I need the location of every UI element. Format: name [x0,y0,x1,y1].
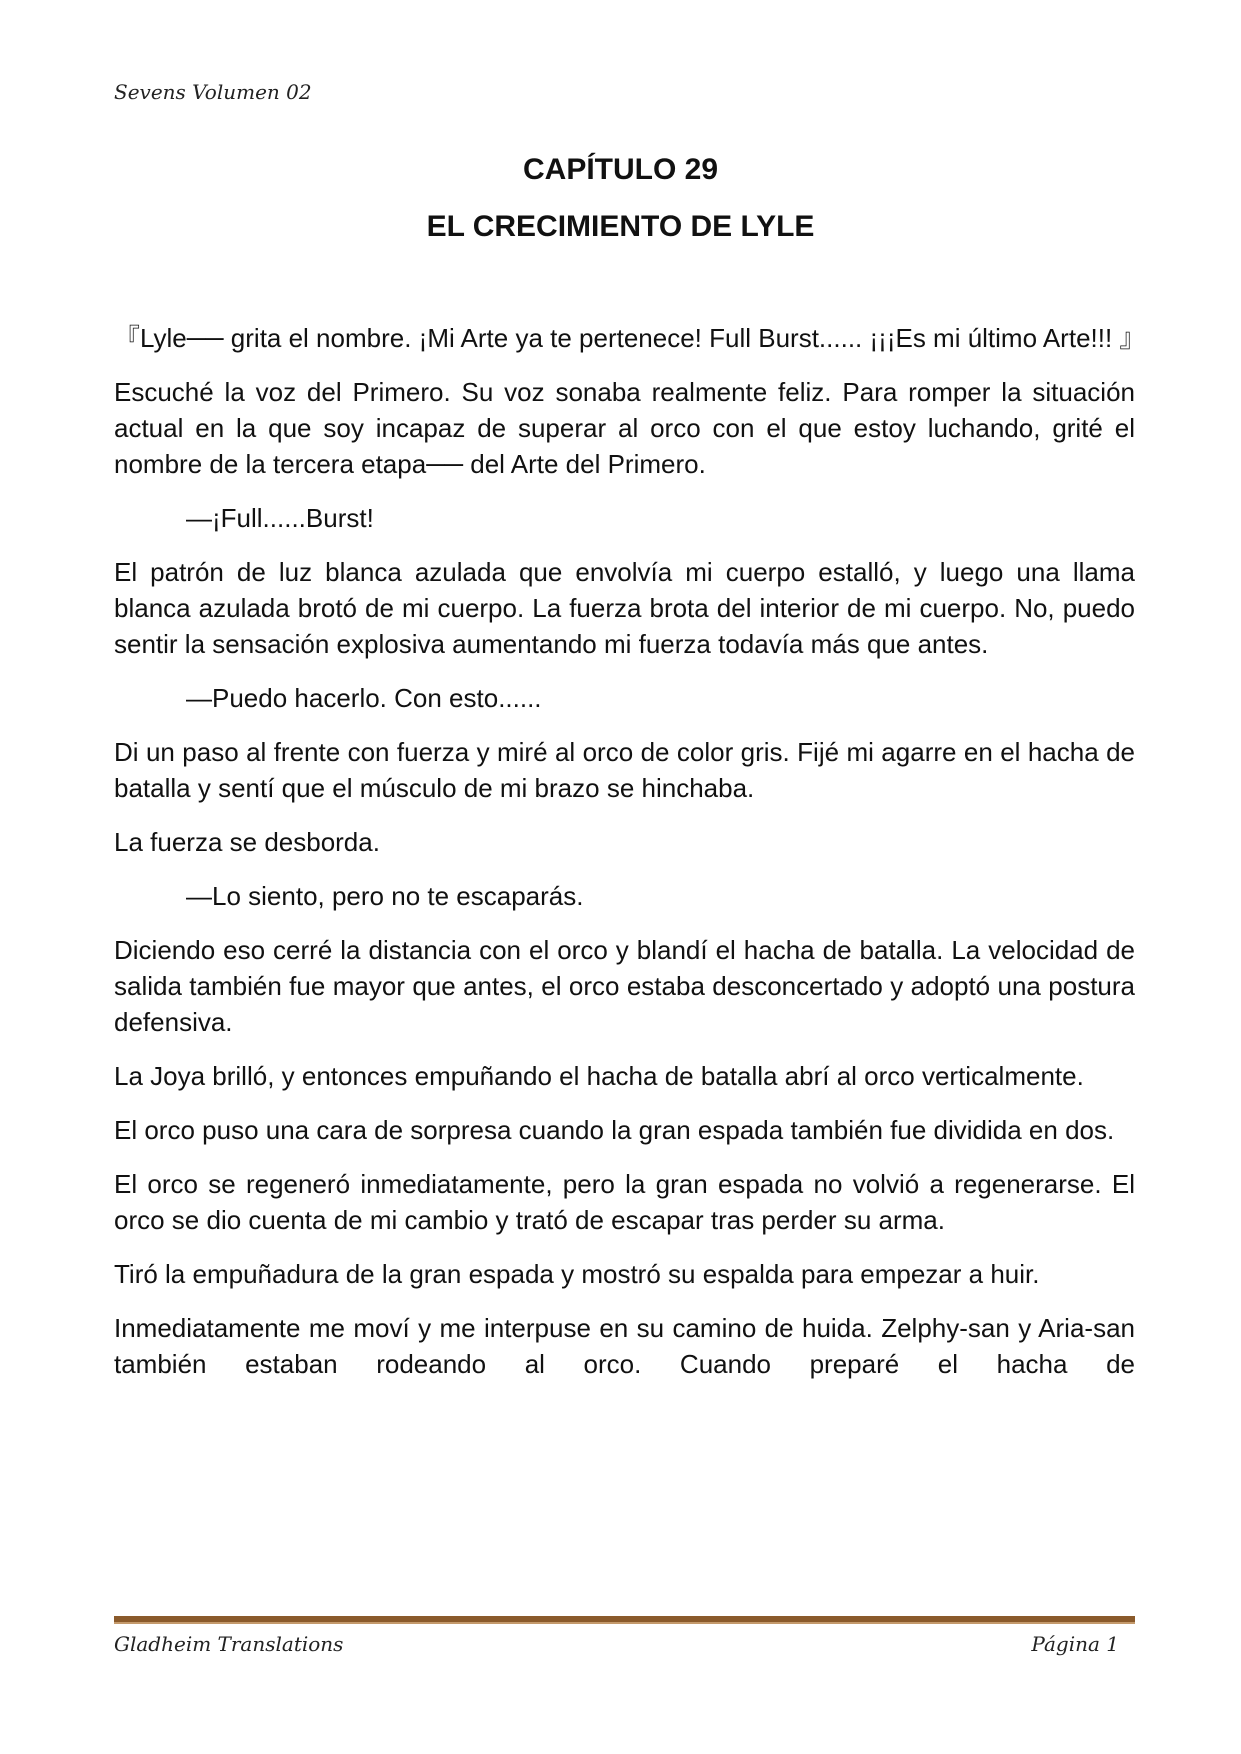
paragraph: La fuerza se desborda. [114,827,380,857]
running-header: Sevens Volumen 02 [114,80,312,104]
paragraph: El patrón de luz blanca azulada que envolvía mi cuerpo estalló, y luego una llama blanca azulada brotó de mi cuerpo. La fuerza brota del interior de mi cuerpo. No, puedo sentir la sensación explosiva aumentando mi fuerza todavía más que antes. [114,557,1135,659]
dialogue-line: —Puedo hacerlo. Con esto...... [186,683,542,713]
chapter-body [114,320,1146,1400]
paragraph: Escuché la voz del Primero. Su voz sonaba realmente feliz. Para romper la situación actual en la que soy incapaz de superar al orco con el que estoy luchando, grité el nombre de la tercera etapa── del Arte del Primero. [114,377,1135,479]
paragraph: Di un paso al frente con fuerza y miré al orco de color gris. Fijé mi agarre en el hacha de batalla y sentí que el músculo de mi brazo se hinchaba. [114,737,1135,803]
page-number: Página 1 [1031,1632,1119,1656]
paragraph: Diciendo eso cerré la distancia con el orco y blandí el hacha de batalla. La velocidad de salida también fue mayor que antes, el orco estaba desconcertado y adoptó una postura defensiva. [114,935,1135,1037]
dialogue-line: —¡Full......Burst! [186,503,374,533]
chapter-title: EL CRECIMIENTO DE LYLE [426,210,815,243]
paragraph: Tiró la empuñadura de la gran espada y mostró su espalda para empezar a huir. [114,1259,1040,1289]
paragraph: Inmediatamente me moví y me interpuse en su camino de huida. Zelphy-san y Aria-san también estaban rodeando al orco. Cuando preparé el hacha de [114,1313,1135,1379]
paragraph: La Joya brilló, y entonces empuñando el hacha de batalla abrí al orco verticalmente. [114,1061,1084,1091]
paragraph: 『Lyle── grita el nombre. ¡Mi Arte ya te pertenece! Full Burst...... ¡¡¡Es mi último Arte!!! 』 [114,323,1146,353]
dialogue-line: —Lo siento, pero no te escaparás. [186,881,584,911]
footer-translator: Gladheim Translations [114,1632,344,1656]
chapter-number: CAPÍTULO 29 [522,153,719,186]
paragraph: El orco puso una cara de sorpresa cuando la gran espada también fue dividida en dos. [114,1115,1115,1145]
footer-divider [114,1616,1135,1624]
paragraph: El orco se regeneró inmediatamente, pero la gran espada no volvió a regenerarse. El orco se dio cuenta de mi cambio y trató de escapar tras perder su arma. [114,1169,1135,1235]
